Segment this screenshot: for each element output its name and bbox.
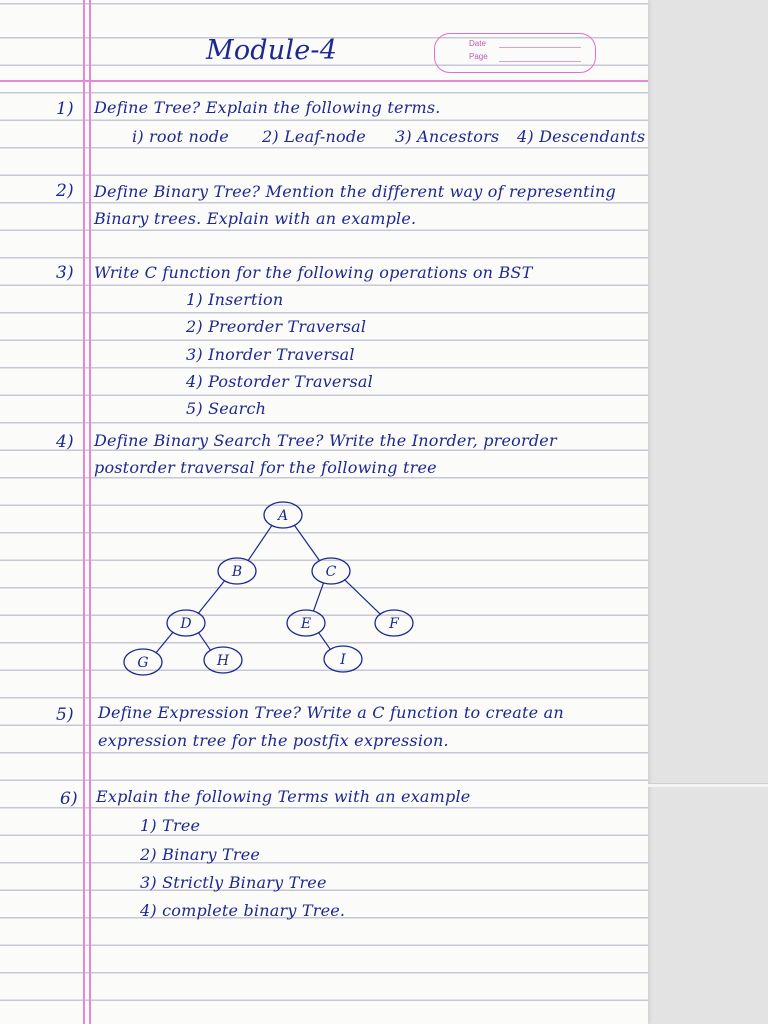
page-title: Module-4 xyxy=(206,35,338,66)
date-label: Date xyxy=(469,39,486,48)
question-line: Define Binary Tree? Mention the different way of representing xyxy=(94,182,616,201)
question-line: Define Tree? Explain the following terms. xyxy=(94,98,441,117)
tree-edges xyxy=(156,525,381,653)
question-number: 6) xyxy=(60,789,78,809)
tree-edge xyxy=(313,583,323,612)
question-number: 1) xyxy=(56,99,74,119)
list-item: 5) Search xyxy=(186,399,267,418)
question-number: 2) xyxy=(56,181,74,201)
tree-node-label: B xyxy=(231,564,243,580)
list-item: 2) Binary Tree xyxy=(140,845,261,864)
tree-nodes xyxy=(124,502,413,675)
tree-node-label: G xyxy=(137,655,149,671)
tree-node-label: E xyxy=(300,616,312,632)
question-line: Explain the following Terms with an example xyxy=(96,787,471,806)
list-item: 3) Strictly Binary Tree xyxy=(140,873,327,892)
list-item: 3) Ancestors xyxy=(395,127,500,146)
tree-edge xyxy=(198,580,225,613)
question-line: postorder traversal for the following tree xyxy=(94,458,437,477)
tree-node-label: C xyxy=(325,564,337,580)
question-line: Write C function for the following operations on BST xyxy=(94,263,533,282)
tree-node-label: D xyxy=(180,616,192,632)
list-item: 1) Insertion xyxy=(186,290,284,309)
list-item: i) root node xyxy=(132,127,229,146)
tree-edge xyxy=(294,525,320,561)
tree-node-label: I xyxy=(340,652,346,668)
list-item: 1) Tree xyxy=(140,816,201,835)
list-item: 2) Leaf-node xyxy=(262,127,366,146)
question-number: 4) xyxy=(56,432,74,452)
background-shelf-edge xyxy=(648,783,768,787)
question-line: Define Expression Tree? Write a C function to create an xyxy=(98,703,564,722)
question-number: 5) xyxy=(56,705,74,725)
list-item: 4) Postorder Traversal xyxy=(186,372,373,391)
list-item: 4) Descendants xyxy=(517,127,646,146)
question-line: Binary trees. Explain with an example. xyxy=(94,209,417,228)
tree-edge xyxy=(156,632,174,654)
tree-node-label: F xyxy=(389,616,399,632)
list-item: 4) complete binary Tree. xyxy=(140,901,346,920)
question-number: 3) xyxy=(56,263,74,283)
tree-edge xyxy=(344,579,381,614)
question-line: expression tree for the postfix expression. xyxy=(98,731,449,750)
tree-node-label: A xyxy=(277,508,289,524)
page-label: Page xyxy=(469,52,488,61)
list-item: 3) Inorder Traversal xyxy=(186,345,355,364)
tree-edge xyxy=(248,525,272,561)
list-item: 2) Preorder Traversal xyxy=(186,317,367,336)
tree-edge xyxy=(198,632,211,651)
tree-node-label: H xyxy=(216,653,230,669)
tree-edge xyxy=(318,632,330,650)
question-line: Define Binary Search Tree? Write the Inorder, preorder xyxy=(94,431,557,450)
